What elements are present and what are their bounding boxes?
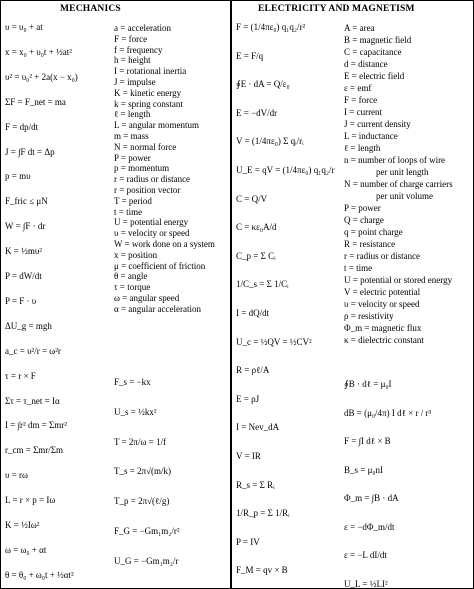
em-variable: J = current density [344,119,411,129]
em-variable: υ = velocity or speed [344,299,420,309]
mechanics-variable: ℓ = length [114,109,151,120]
mechanics-variable: p = momentum [114,163,170,174]
mechanics-variable: m = mass [114,131,149,141]
mechanics-formula: U_G = −Gm₁m₂/r [114,555,179,566]
mechanics-formula: r_cm = Σmr/Σm [5,445,64,456]
mechanics-variable: r = radius or distance [114,174,191,185]
mechanics-variable: f = frequency [114,44,163,55]
mechanics-formula: U_s = ½kx² [114,406,157,417]
mechanics-variable: F = force [114,33,148,44]
em-formula: U_L = ½LI² [344,578,388,589]
em-variable: t = time [344,263,373,273]
mechanics-variable: x = position [114,249,158,260]
mechanics-formula: F_fric ≤ μN [5,196,48,207]
mechanics-variable: N = normal force [114,141,177,152]
mechanics-title: MECHANICS [60,4,121,14]
em-variable: Q = charge [344,215,384,225]
em-formula: E = F/q [236,50,264,61]
mechanics-variable: L = angular momentum [114,120,199,131]
em-formula: E = ρJ [236,393,260,404]
mechanics-variable: W = work done on a system [114,239,215,249]
mechanics-variable: θ = angle [114,271,148,282]
em-formula: U_c = ½QV = ½CV² [236,336,312,347]
em-formula: 1/R_p = Σ 1/Rᵢ [236,508,290,519]
em-formula: V = IR [236,451,261,461]
mechanics-formula: a_c = υ²/r = ω²r [5,345,61,356]
em-formula: C_p = Σ Cᵢ [236,250,276,261]
em-formula: F = (1/4πε₀) q₁q₂/r² [236,22,306,32]
mechanics-formula: F_G = −Gm₁m₂/r² [114,526,180,536]
mechanics-formula: υ² = υ₀² + 2a(x − x₀) [5,71,78,82]
em-formula: C = κε₀A/d [236,222,277,233]
mechanics-variable: r = position vector [114,185,181,195]
em-variable: N = number of charge carriers [344,179,453,189]
em-variable: ℓ = length [344,143,381,153]
mechanics-formula: P = F · υ [5,295,37,306]
mechanics-variable: U = potential energy [114,217,189,228]
mechanics-formula: τ = r × F [5,370,36,381]
em-formula: R_s = Σ Rᵢ [236,479,275,490]
mechanics-formula: υ = rω [5,470,28,481]
em-formula: I = dQ/dt [236,308,270,318]
mechanics-formula: F_s = −kx [114,377,151,387]
mechanics-variable: T = period [114,195,152,206]
em-formula: ε = −dΦ_m/dt [344,521,395,532]
mechanics-formula: υ = υ₀ + at [5,22,43,32]
mechanics-formula: W = ∫F · dr [5,221,46,232]
em-formula: B_s = μ₀nI [344,464,384,475]
em-variable: n = number of loops of wire [344,155,446,165]
mechanics-formula: F = dp/dt [5,121,39,132]
em-formula: 1/C_s = Σ 1/Cᵢ [236,279,289,290]
em-formula: F = ∫I dℓ × B [344,436,391,446]
column-divider [230,0,232,589]
mechanics-formula: p = mυ [5,171,31,182]
mechanics-formula: T = 2π/ω = 1/f [114,436,166,447]
mechanics-variable: t = time [114,206,143,217]
mechanics-variable: k = spring constant [114,98,183,109]
em-variable: U = potential or stored energy [344,275,453,285]
em-formula: V = (1/4πε₀) Σ qᵢ/rᵢ [236,136,304,147]
em-formula: ε = −L dI/dt [344,550,387,560]
em-variable: ε = emf [344,83,372,93]
em-title: ELECTRICITY AND MAGNETISM [258,4,415,14]
mechanics-variable: υ = velocity or speed [114,228,190,239]
mechanics-variable: α = angular acceleration [114,303,201,314]
mechanics-variable: I = rotational inertia [114,66,187,77]
mechanics-formula: ω = ω₀ + αt [5,544,47,555]
em-variable: B = magnetic field [344,35,412,45]
mechanics-variable: a = acceleration [114,23,172,33]
mechanics-variable: h = height [114,55,151,66]
em-variable: per unit length [376,167,429,177]
em-variable: C = capacitance [344,47,402,57]
mechanics-formula: θ = θ₀ + ω₀t + ½αt² [5,569,74,580]
em-formula: I = Nev_dA [236,422,280,433]
em-variable: κ = dielectric constant [344,335,424,345]
mechanics-formula: P = dW/dt [5,271,42,281]
mechanics-formula: K = ½Iω² [5,520,40,530]
em-formula: F_M = qv × B [236,565,288,576]
mechanics-formula: T_p = 2π√(ℓ/g) [114,496,170,507]
mechanics-formula: ΣF = F_net = ma [5,96,66,107]
mechanics-formula: x = x₀ + υ₀t + ½at² [5,46,72,57]
mechanics-formula: J = ∫F dt = Δp [5,146,55,157]
mechanics-variable: ω = angular speed [114,293,180,303]
em-variable: ρ = resistivity [344,311,394,321]
em-variable: d = distance [344,59,388,69]
em-formula: ∮B · dℓ = μ₀I [344,379,392,389]
em-formula: dB = (μ₀/4π) I dℓ × r / r³ [344,407,432,418]
em-variable: R = resistance [344,239,396,249]
em-variable: q = point charge [344,227,403,237]
mechanics-formula: L = r × p = Iω [5,495,56,506]
em-variable: F = force [344,95,378,105]
mechanics-variable: τ = torque [114,282,151,293]
em-variable: Φ_m = magnetic flux [344,323,422,333]
mechanics-variable: K = kinetic energy [114,87,182,98]
em-formula: E = −dV/dr [236,107,278,118]
em-variable: V = electric potential [344,287,421,297]
mechanics-formula: ΔU_g = mgh [5,320,52,331]
mechanics-formula: K = ½mυ² [5,246,42,257]
em-formula: ∮E · dA = Q/ε₀ [236,79,290,90]
mechanics-variable: μ = coefficient of friction [114,260,206,271]
mechanics-formula: I = ∫r² dm = Σmr² [5,420,67,431]
mechanics-formula: Στ = τ_net = Iα [5,395,60,406]
em-variable: per unit volume [376,191,433,201]
em-variable: P = power [344,203,381,213]
mechanics-variable: P = power [114,152,151,163]
mechanics-formula: T_s = 2π√(m/k) [114,466,172,477]
em-variable: E = electric field [344,71,405,81]
em-variable: A = area [344,23,375,33]
em-formula: C = Q/V [236,193,268,204]
mechanics-variable: J = impulse [114,77,156,87]
em-formula: Φ_m = ∫B · dA [344,493,399,503]
em-variable: L = inductance [344,131,398,141]
em-formula: R = ρℓ/A [236,365,270,376]
em-formula: U_E = qV = (1/4πε₀) q₁q₂/r [236,165,335,175]
em-variable: I = current [344,107,383,117]
em-variable: r = radius or distance [344,251,421,261]
em-formula: P = IV [236,536,260,547]
